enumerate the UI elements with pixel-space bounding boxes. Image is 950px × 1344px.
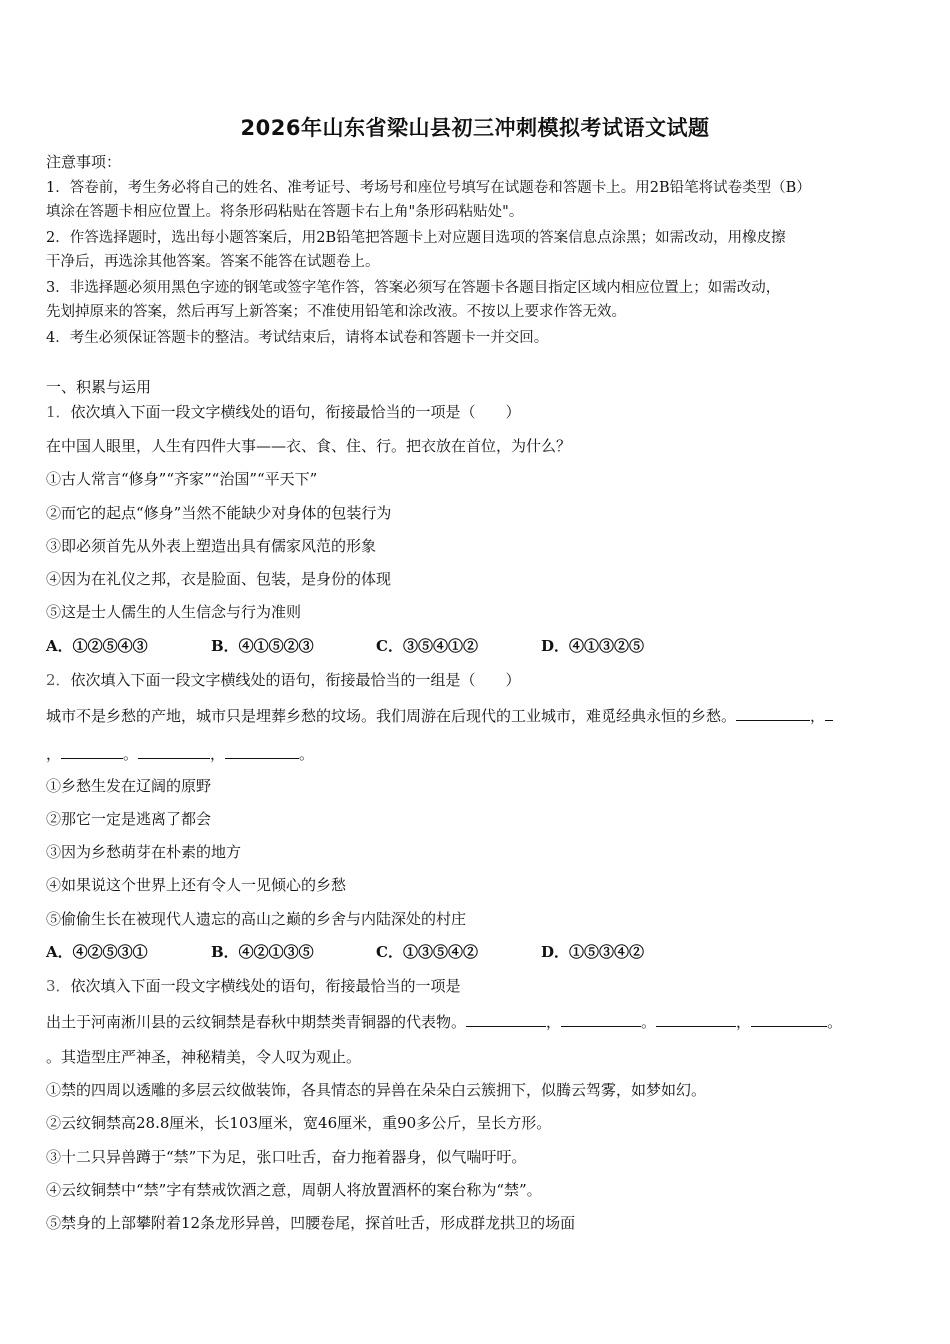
answer-blank[interactable]: [656, 1012, 736, 1027]
passage-text: 城市不是乡愁的产地，城市只是埋葬乡愁的坟场。我们周游在后现代的工业城市，难觅经典永恒的乡愁。: [46, 707, 737, 725]
question-number: 2．: [46, 671, 71, 689]
punctuation: ，: [736, 1013, 752, 1031]
notice-line: 干净后，再选涂其他答案。答案不能答在试题卷上。: [46, 254, 380, 270]
punctuation: ，: [210, 745, 226, 763]
option-c[interactable]: C．③⑤④①②: [376, 637, 478, 655]
question-1-stem: [46, 402, 521, 422]
punctuation: ，: [546, 1013, 562, 1031]
option-b[interactable]: B．④②①③⑤: [211, 943, 314, 961]
option-d[interactable]: D．①⑤③④②: [541, 943, 645, 961]
question-stem: 依次填入下面一段文字横线处的语句，衔接最恰当的一组是（ ）: [70, 671, 521, 689]
question-1-item: ③即必须首先从外表上塑造出具有儒家风范的形象: [46, 537, 377, 555]
notice-line: 2．作答选择题时，选出每小题答案后，用2B铅笔把答题卡上对应题目选项的答案信息点涂黑；如需改动，用橡皮擦: [46, 230, 786, 246]
answer-blank[interactable]: [225, 744, 299, 759]
question-2-item: ③因为乡愁萌芽在朴素的地方: [46, 843, 242, 861]
question-number: 1．: [46, 403, 71, 421]
question-1-item: ②而它的起点“修身”当然不能缺少对身体的包装行为: [46, 504, 392, 522]
punctuation: 。: [641, 1013, 657, 1031]
question-3-passage: [46, 1012, 842, 1032]
question-1-item: ①古人常言“修身”“齐家”“治国”“平天下”: [46, 470, 318, 488]
question-1-passage: 在中国人眼里，人生有四件大事——衣、食、住、行。把衣放在首位，为什么？: [46, 437, 572, 455]
question-2-item: ⑤偷偷生长在被现代人遗忘的高山之巅的乡舍与内陆深处的村庄: [46, 910, 467, 928]
notice-line: 先划掉原来的答案，然后再写上新答案；不准使用铅笔和涂改液。不按以上要求作答无效。: [46, 304, 626, 320]
question-3-passage-end: 。其造型庄严神圣，神秘精美，令人叹为观止。: [46, 1048, 362, 1066]
punctuation: 。: [827, 1013, 843, 1031]
question-3-item: ③十二只异兽蹲于“禁”下为足，张口吐舌，奋力拖着器身，似气喘吁吁。: [46, 1148, 527, 1166]
notice-heading: 注意事项：: [46, 153, 122, 171]
answer-blank[interactable]: [561, 1012, 641, 1027]
notice-line: 4．考生必须保证答题卡的整洁。考试结束后，请将本试卷和答题卡一并交回。: [46, 330, 549, 346]
question-3-item: ⑤禁身的上部攀附着12条龙形异兽，凹腰卷尾，探首吐舌，形成群龙拱卫的场面: [46, 1214, 576, 1232]
question-2-blanks: [46, 744, 314, 764]
question-stem: 依次填入下面一段文字横线处的语句，衔接最恰当的一项是: [70, 977, 461, 995]
notice-line: 3．非选择题必须用黑色字迹的钢笔或签字笔作答，答案必须写在答题卡各题目指定区域内相应位置上；如需改动，: [46, 280, 781, 296]
question-3-item: ①禁的四周以透雕的多层云纹做装饰，各具情态的异兽在朵朵白云簇拥下，似腾云驾雾，如梦如幻。: [46, 1081, 707, 1099]
punctuation: ，: [46, 745, 62, 763]
question-1-item: ④因为在礼仪之邦，衣是脸面、包装，是身份的体现: [46, 570, 392, 588]
question-2-stem: [46, 670, 521, 690]
option-a[interactable]: A．④②⑤③①: [46, 943, 148, 961]
answer-blank[interactable]: [825, 706, 833, 721]
page-title: 2026年山东省梁山县初三冲刺模拟考试语文试题: [240, 116, 710, 140]
question-3-item: ②云纹铜禁高28.8厘米，长103厘米，宽46厘米，重90多公斤，呈长方形。: [46, 1114, 552, 1132]
question-2-passage: [46, 706, 833, 726]
question-1-options: [46, 636, 644, 656]
answer-blank[interactable]: [751, 1012, 827, 1027]
question-3-stem: [46, 976, 461, 996]
question-2-options: [46, 942, 644, 962]
question-number: 3．: [46, 977, 71, 995]
option-c[interactable]: C．①③⑤④②: [376, 943, 478, 961]
answer-blank[interactable]: [736, 706, 810, 721]
option-d[interactable]: D．④①③②⑤: [541, 637, 645, 655]
punctuation: 。: [299, 745, 315, 763]
passage-text: 出土于河南淅川县的云纹铜禁是春秋中期禁类青铜器的代表物。: [46, 1013, 467, 1031]
section-heading: 一、积累与运用: [46, 378, 152, 396]
option-b[interactable]: B．④①⑤②③: [211, 637, 314, 655]
answer-blank[interactable]: [138, 744, 210, 759]
answer-blank[interactable]: [466, 1012, 546, 1027]
question-stem: 依次填入下面一段文字横线处的语句，衔接最恰当的一项是（ ）: [70, 403, 521, 421]
notice-line: 1．答卷前，考生务必将自己的姓名、准考证号、考场号和座位号填写在试题卷和答题卡上。用2B铅笔将试卷类型（B）: [46, 180, 811, 196]
notice-line: 填涂在答题卡相应位置上。将条形码粘贴在答题卡右上角"条形码粘贴处"。: [46, 204, 524, 220]
punctuation: ，: [810, 707, 826, 725]
answer-blank[interactable]: [61, 744, 123, 759]
question-3-item: ④云纹铜禁中“禁”字有禁戒饮酒之意，周朝人将放置酒杯的案台称为“禁”。: [46, 1181, 542, 1199]
question-2-item: ④如果说这个世界上还有令人一见倾心的乡愁: [46, 876, 347, 894]
option-a[interactable]: A．①②⑤④③: [46, 637, 148, 655]
punctuation: 。: [123, 745, 139, 763]
question-2-item: ②那它一定是逃离了都会: [46, 810, 212, 828]
question-2-item: ①乡愁生发在辽阔的原野: [46, 777, 212, 795]
question-1-item: ⑤这是士人儒生的人生信念与行为准则: [46, 603, 302, 621]
